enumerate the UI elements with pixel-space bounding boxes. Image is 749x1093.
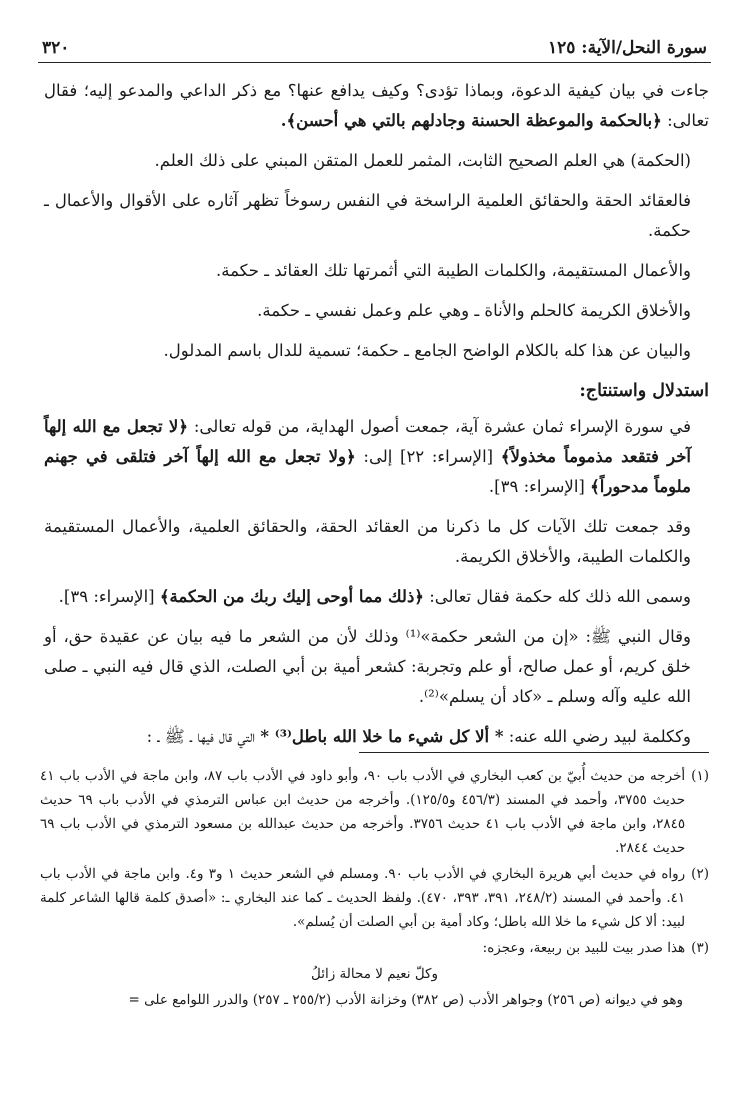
- footnote-text: رواه في حديث أبي هريرة البخاري في الأدب باب ٩٠. ومسلم في الشعر حديث ١ و٣ و٤. وابن ماجة في الأدب باب ٤١. وأحمد في المسند (٢٤٨/٢، ٣٩١، ٣٩٣، ٤٧٠). ولفظ الحديث ـ كما عند البخاري ـ: «أصدق كلمة قالها الشاعر كلمة لبيد: ألا كل شيء ما خلا الله باطل؛ وكاد أمية بن أبي الصلت أن يُسلم».: [40, 866, 686, 930]
- paragraph-morals: والأخلاق الكريمة كالحلم والأناة ـ وهي علم وعمل نفسي ـ حكمة.: [257, 301, 691, 320]
- paragraph-named-wisdom: [44, 582, 709, 612]
- quran-quote: ﴿لا تجعل مع الله إلهاً آخر فتقعد مذموماً مخذولاً﴾: [44, 417, 691, 466]
- footnote-1: [40, 764, 709, 860]
- paragraph-verses-summary: وقد جمعت تلك الآيات كل ما ذكرنا من العقائد الحقة، والحقائق العلمية، والأعمال المستقيمة والكلمات الطيبة، والأخلاق الكريمة.: [44, 517, 691, 566]
- paragraph-text: [الإسراء: ٢٢] إلى:: [355, 447, 501, 466]
- paragraph-labid: [44, 722, 709, 752]
- quran-quote: ﴿ذلك مما أوحى إليك ربك من الحكمة﴾: [159, 587, 424, 606]
- paragraph-text: وككلمة لبيد رضي الله عنه:: [503, 727, 691, 746]
- footnotes: [40, 764, 709, 1012]
- paragraph-poetry: وقال النبي ﷺ: «إن من الشعر حكمة»⁽¹⁾ وذلك لأن من الشعر ما فيه بيان عن عقيدة حق، أو خلق كريم، أو عمل صالح، أو علم وتجربة: كشعر أمية بن أبي الصلت، الذي قال فيه النبي ـ صلى الله عليه وآله وسلم ـ «كاد أن يسلم»⁽²⁾.: [44, 627, 691, 706]
- section-heading: استدلال واستنتاج:: [579, 381, 709, 401]
- footnote-text: هذا صدر بيت للبيد بن ربيعة، وعجزه:: [482, 940, 686, 956]
- footnote-3: [40, 936, 709, 960]
- page-number: ٣٢٠: [42, 38, 70, 58]
- poem-quote: * ألا كل شيء ما خلا الله باطل⁽³⁾ *: [260, 727, 504, 746]
- paragraph-text: التي قال فيها ـ ﷺ ـ :: [146, 727, 261, 746]
- footnote-text: أخرجه من حديث أُبيّ بن كعب البخاري في الأدب باب ٩٠، وأبو داود في الأدب باب ٨٧، وابن ماجة في الأدب باب ٤١ حديث ٣٧٥٥، وأحمد في المسند (٤٥٦/٣ و١٢٥/٥). وأخرجه من حديث ابن عباس الترمذي في الأدب باب ٦٩ حديث ٢٨٤٥، وابن ماجة في الأدب باب ٤١ حديث ٣٧٥٦. وأخرجه من حديث عبدالله بن مسعود الترمذي في الأدب باب ٦٩ حديث ٢٨٤٤.: [40, 768, 686, 856]
- main-text: [44, 76, 709, 762]
- paragraph-text: [الإسراء: ٣٩].: [488, 477, 591, 496]
- surah-title: سورة النحل/الآية: ١٢٥: [547, 38, 707, 58]
- footnote-verse: وكلّ نعيم لا محالة زائلُ: [310, 966, 439, 982]
- paragraph-beliefs: فالعقائد الحقة والحقائق العلمية الراسخة في النفس رسوخاً تظهر آثاره على الأقوال والأعمال ـ حكمة.: [44, 191, 691, 240]
- paragraph-text: جاءت في بيان كيفية الدعوة، وبماذا تؤدى؟ وكيف يدافع عنها؟ مع ذكر الداعي والمدعو إليه؛ فقال تعالى:: [44, 81, 709, 130]
- footnote-separator: [359, 752, 709, 753]
- quran-quote: ﴿ولا تجعل مع الله إلهاً آخر فتلقى في جهنم ملوماً مدحوراً﴾: [44, 447, 691, 496]
- paragraph-text: في سورة الإسراء ثمان عشرة آية، جمعت أصول الهداية، من قوله تعالى:: [188, 417, 691, 436]
- footnote-number: (١): [691, 768, 709, 784]
- footnote-number: (٣): [691, 940, 709, 956]
- page-header: [38, 24, 711, 63]
- paragraph-intro: [44, 76, 709, 136]
- footnote-number: (٢): [691, 866, 709, 882]
- footnote-2: [40, 862, 709, 934]
- paragraph-speech: والبيان عن هذا كله بالكلام الواضح الجامع ـ حكمة؛ تسمية للدال باسم المدلول.: [163, 341, 691, 360]
- paragraph-deeds: والأعمال المستقيمة، والكلمات الطيبة التي أثمرتها تلك العقائد ـ حكمة.: [216, 261, 691, 280]
- paragraph-text: وسمى الله ذلك كله حكمة فقال تعالى:: [423, 587, 691, 606]
- paragraph-isra: [44, 412, 709, 502]
- quran-quote: ﴿بالحكمة والموعظة الحسنة وجادلهم بالتي هي أحسن﴾.: [280, 111, 662, 130]
- paragraph-definition: (الحكمة) هي العلم الصحيح الثابت، المثمر للعمل المتقن المبني على ذلك العلم.: [154, 151, 691, 170]
- footnote-3-continued: وهو في ديوانه (ص ٢٥٦) وجواهر الأدب (ص ٣٨٢) وخزانة الأدب (٢٥٥/٢ ـ ٢٥٧) والدرر اللوامع على =: [128, 992, 683, 1008]
- paragraph-text: [الإسراء: ٣٩].: [58, 587, 160, 606]
